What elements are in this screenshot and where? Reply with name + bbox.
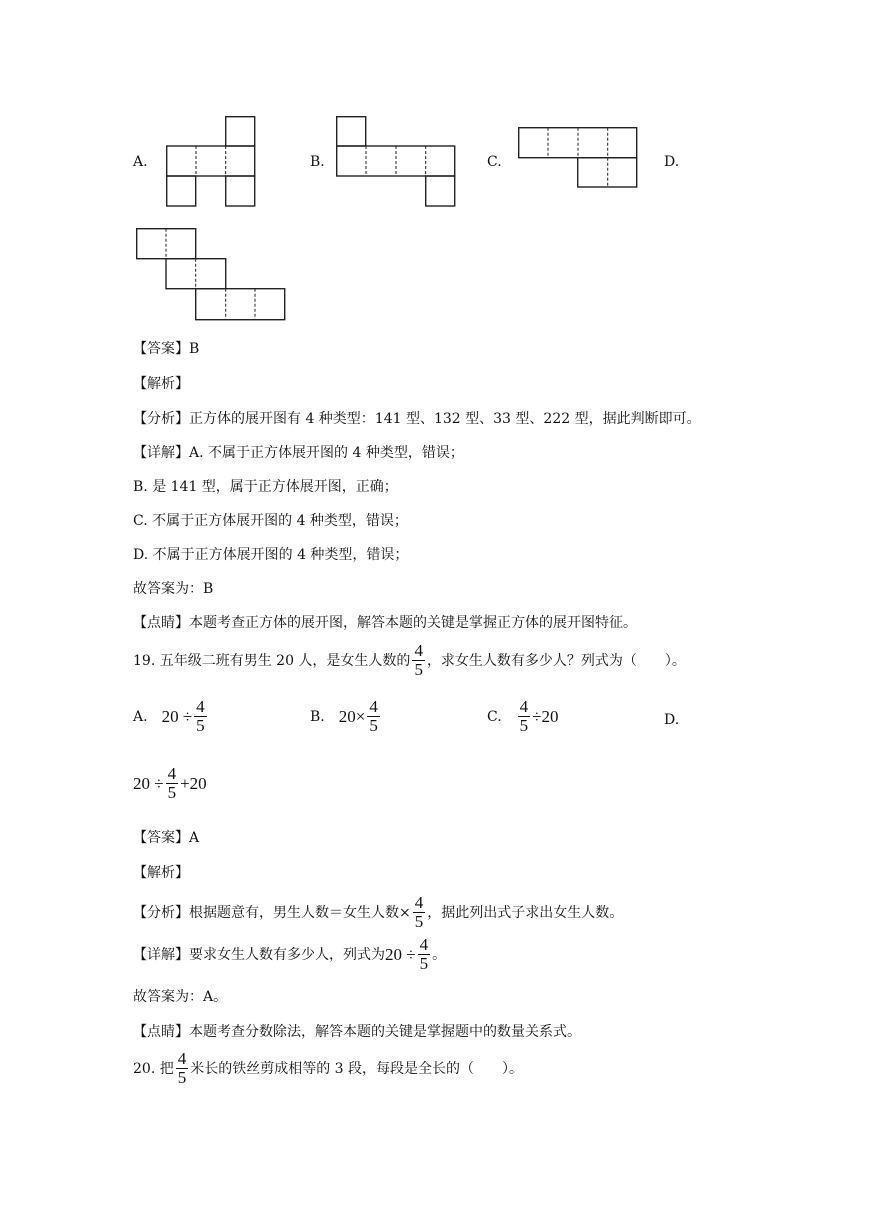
- cube-net-c: [518, 127, 640, 189]
- fraction: [413, 894, 426, 931]
- cube-net-b: [336, 116, 458, 208]
- q19-analysis: [133, 894, 623, 931]
- q19-option-d-label: D.: [664, 712, 680, 728]
- q19-analysis-before: 【分析】根据题意有，男生人数＝女生人数×: [133, 904, 411, 921]
- q19-comment: 【点睛】本题考查分数除法，解答本题的关键是掌握题中的数量关系式。: [133, 1024, 581, 1040]
- fraction-denominator: 5: [369, 716, 378, 735]
- q19-option-c: [487, 698, 559, 735]
- option-label: C.: [487, 708, 502, 725]
- q18-answer: 【答案】B: [133, 341, 200, 357]
- q18-conclusion: 故答案为：B: [133, 581, 214, 597]
- option-d-expr-right: +20: [180, 773, 207, 793]
- q19-detail: [133, 936, 446, 973]
- fraction-numerator: 4: [519, 697, 529, 716]
- option-a-expr: 20 ÷: [161, 706, 193, 726]
- q18-detail-3: C. 不属于正方体展开图的 4 种类型，错误；: [133, 513, 408, 529]
- q19-detail-math: 20 ÷: [385, 944, 416, 964]
- q19-option-b: [310, 698, 382, 735]
- q19-option-a: [133, 698, 209, 735]
- q18-detail-4: D. 不属于正方体展开图的 4 种类型，错误；: [133, 547, 409, 563]
- option-d-label: D.: [664, 154, 680, 170]
- q19-stem: [133, 642, 686, 679]
- fraction-numerator: 4: [177, 1049, 187, 1068]
- q19-detail-after: 。: [432, 946, 447, 963]
- fraction: [176, 1050, 189, 1087]
- fraction: [367, 698, 380, 735]
- cube-net-a: [166, 116, 256, 208]
- cube-net-d: [136, 228, 288, 322]
- fraction: [166, 765, 179, 802]
- fraction: [418, 936, 431, 973]
- q19-conclusion: 故答案为：A。: [133, 989, 228, 1005]
- fraction-denominator: 5: [419, 954, 429, 973]
- q19-analysis-after: ，据此列出式子求出女生人数。: [427, 904, 624, 921]
- fraction-denominator: 5: [167, 783, 177, 802]
- fraction-numerator: 4: [196, 697, 205, 716]
- option-a-label: A.: [133, 154, 148, 170]
- fraction-denominator: 5: [414, 912, 424, 931]
- q19-detail-before: 【详解】要求女生人数有多少人，列式为: [133, 946, 385, 963]
- fraction-numerator: 4: [414, 893, 424, 912]
- option-d-expr-left: 20 ÷: [133, 773, 164, 793]
- fraction-numerator: 4: [167, 764, 177, 783]
- q19-stem-before: 19. 五年级二班有男生 20 人，是女生人数的: [133, 652, 411, 669]
- q19-analysis-title: 【解析】: [133, 865, 189, 881]
- fraction-numerator: 4: [414, 641, 423, 660]
- option-b-expr: 20×: [338, 706, 366, 726]
- fraction-numerator: 4: [369, 697, 378, 716]
- option-label: A.: [133, 708, 148, 725]
- fraction: [518, 698, 531, 735]
- q18-detail-2: B. 是 141 型，属于正方体展开图，正确；: [133, 479, 398, 495]
- q20-stem-before: 20. 把: [133, 1060, 174, 1077]
- option-label: B.: [310, 708, 325, 725]
- q18-analysis-title: 【解析】: [133, 376, 189, 392]
- option-c-label: C.: [487, 154, 502, 170]
- fraction-denominator: 5: [519, 716, 529, 735]
- q19-option-d: [133, 765, 207, 802]
- fraction-numerator: 4: [419, 935, 429, 954]
- q18-detail-1: 【详解】A. 不属于正方体展开图的 4 种类型，错误；: [133, 445, 464, 461]
- q20-stem-after: 米长的铁丝剪成相等的 3 段，每段是全长的（ ）。: [190, 1060, 524, 1077]
- fraction-denominator: 5: [196, 716, 205, 735]
- option-c-expr: ÷20: [532, 706, 559, 726]
- fraction-denominator: 5: [177, 1068, 187, 1087]
- q18-analysis: 【分析】正方体的展开图有 4 种类型：141 型、132 型、33 型、222 型，据此判断即可。: [133, 411, 701, 427]
- q18-comment: 【点睛】本题考查正方体的展开图，解答本题的关键是掌握正方体的展开图特征。: [133, 615, 637, 631]
- fraction-denominator: 5: [414, 660, 423, 679]
- q19-stem-after: ，求女生人数有多少人？列式为（ ）。: [426, 652, 686, 669]
- option-b-label: B.: [310, 154, 325, 170]
- q19-answer: 【答案】A: [133, 830, 200, 846]
- fraction: [194, 698, 207, 735]
- fraction: [412, 642, 425, 679]
- q20-stem: [133, 1050, 523, 1087]
